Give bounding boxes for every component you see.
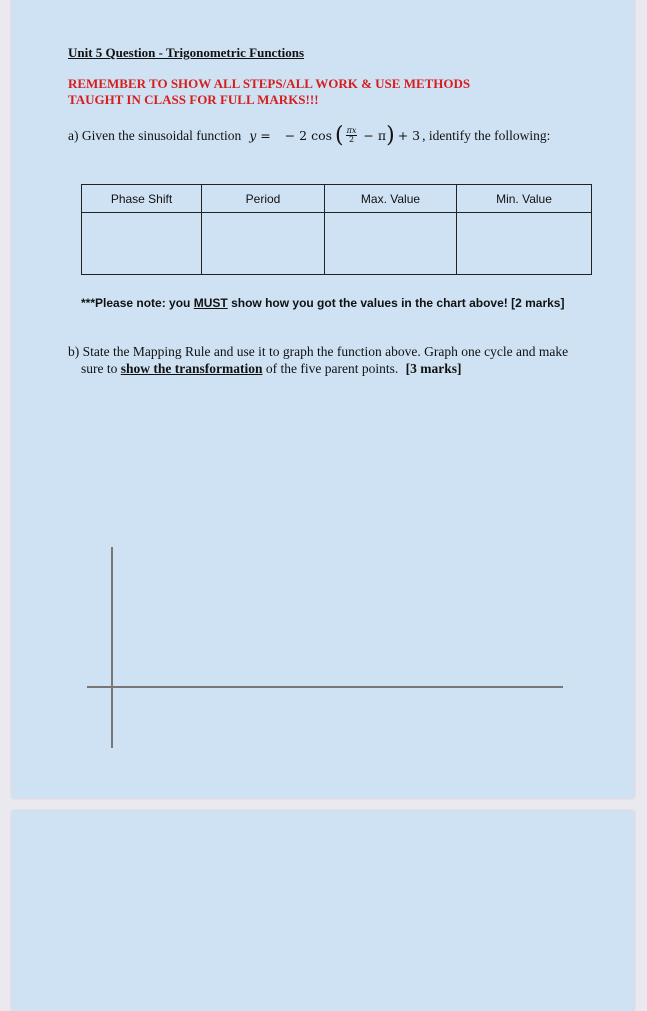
header-min-value: Min. Value xyxy=(457,185,592,213)
graph-x-axis xyxy=(87,686,563,688)
equation-inner-rest: − π xyxy=(363,128,387,143)
header-max-value: Max. Value xyxy=(325,185,457,213)
equation-tail: + 3 xyxy=(397,128,421,143)
cell-period[interactable] xyxy=(202,213,325,275)
cell-max-value[interactable] xyxy=(325,213,457,275)
question-b-line-2 xyxy=(68,361,608,378)
table-header-row xyxy=(82,185,592,213)
equation xyxy=(249,128,332,143)
cell-phase-shift[interactable] xyxy=(82,213,202,275)
instructions-warning xyxy=(68,76,588,108)
warning-line-2: TAUGHT IN CLASS FOR FULL MARKS!!! xyxy=(68,92,319,107)
fraction-numerator: πx xyxy=(346,126,357,135)
question-b-line-2-prefix: sure to xyxy=(81,360,118,376)
equation-fraction xyxy=(346,127,358,144)
open-paren: ( xyxy=(335,122,344,148)
close-paren: ) xyxy=(386,122,395,148)
table-answer-row xyxy=(82,213,592,275)
note xyxy=(81,296,564,310)
header-phase-shift: Phase Shift xyxy=(82,185,202,213)
question-b-emphasis: show the transformation xyxy=(120,360,263,376)
fraction-denominator: 2 xyxy=(348,135,355,144)
note-emphasis: MUST xyxy=(193,296,228,310)
page-two xyxy=(12,811,634,1011)
equation-coefficient: − 2 cos xyxy=(284,128,333,143)
question-a-prefix: a) Given the sinusoidal function xyxy=(68,127,242,143)
equation-lhs: y = xyxy=(249,128,271,143)
page-title: Unit 5 Question - Trigonometric Functions xyxy=(68,45,305,60)
note-prefix: ***Please note: you xyxy=(81,296,191,310)
warning-line-1: REMEMBER TO SHOW ALL STEPS/ALL WORK & USE METHODS xyxy=(68,76,471,91)
question-b-line-1: b) State the Mapping Rule and use it to graph the function above. Graph one cycle and make xyxy=(68,344,569,359)
note-suffix: show how you got the values in the chart above! [2 marks] xyxy=(231,296,565,310)
question-a xyxy=(68,122,551,148)
page-one xyxy=(12,0,634,798)
question-a-suffix: , identify the following: xyxy=(422,127,551,143)
question-b xyxy=(68,344,608,377)
cell-min-value[interactable] xyxy=(457,213,592,275)
graph-y-axis xyxy=(111,547,113,748)
header-period: Period xyxy=(202,185,325,213)
question-b-line-2-mid: of the five parent points. xyxy=(265,360,399,376)
answer-table xyxy=(81,184,592,275)
question-b-marks: [3 marks] xyxy=(405,360,462,376)
